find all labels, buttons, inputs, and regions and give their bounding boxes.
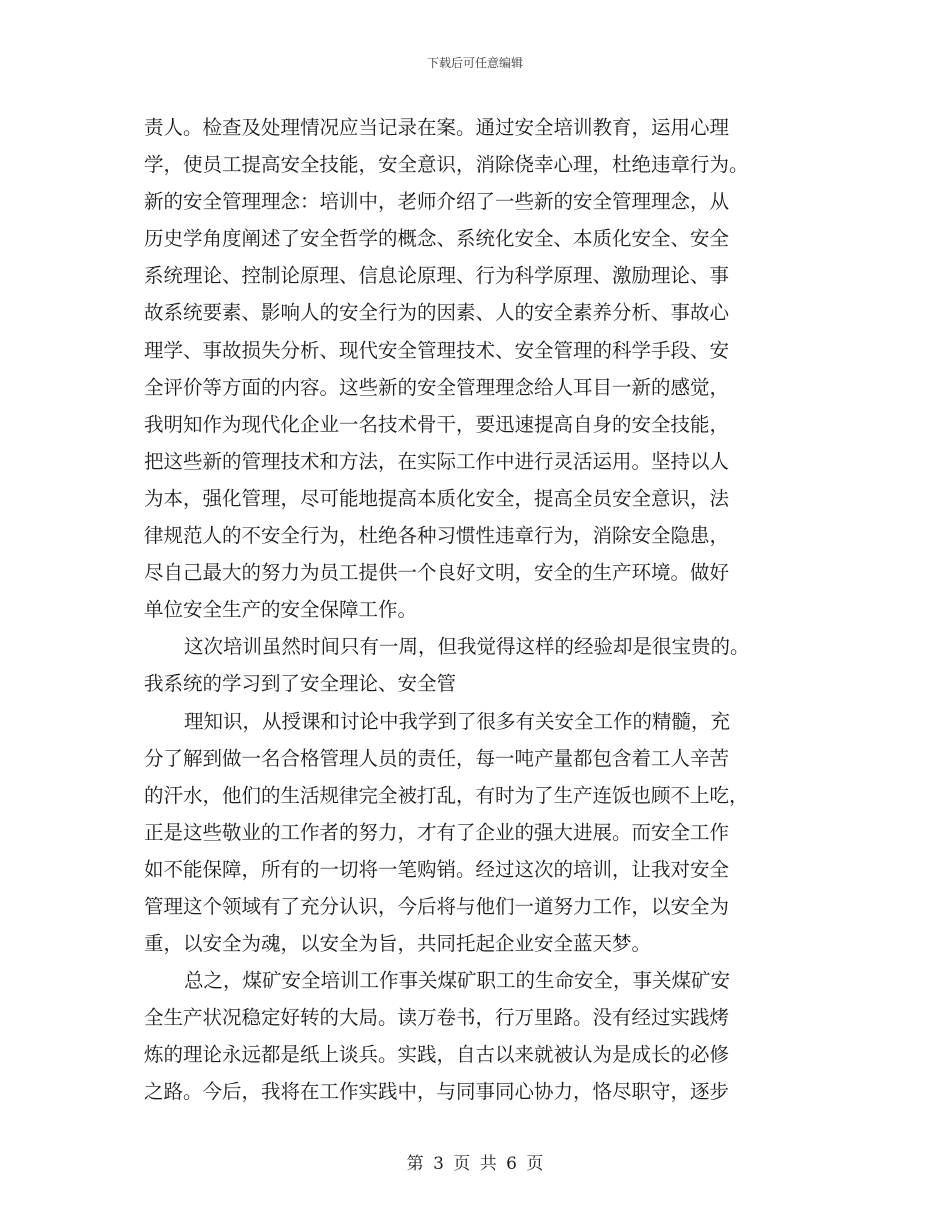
text-line: 正是这些敬业的工作者的努力，才有了企业的强大进展。而安全工作: [144, 820, 730, 844]
text-line: 之路。今后，我将在工作实践中，与同事同心协力，恪尽职守，逐步: [144, 1080, 730, 1104]
document-body: [144, 109, 804, 1111]
text-line: 炼的理论永远都是纸上谈兵。实践，自古以来就被认为是成长的必修: [144, 1043, 730, 1067]
text-line: 全生产状况稳定好转的大局。读万卷书，行万里路。没有经过实践烤: [144, 1006, 730, 1030]
text-line: 历史学角度阐述了安全哲学的概念、系统化安全、本质化安全、安全: [144, 227, 730, 251]
text-line: 理知识，从授课和讨论中我学到了很多有关安全工作的精髓，充: [184, 709, 731, 733]
text-line: 学，使员工提高安全技能，安全意识，消除侥幸心理，杜绝违章行为。: [144, 153, 749, 177]
text-line: 我系统的学习到了安全理论、安全管: [144, 672, 457, 696]
text-line: 律规范人的不安全行为，杜绝各种习惯性违章行为，消除安全隐患，: [144, 524, 730, 548]
text-line: 为本，强化管理，尽可能地提高本质化安全，提高全员安全意识，法: [144, 486, 730, 510]
text-line: 如不能保障，所有的一切将一笔购销。经过这次的培训，让我对安全: [144, 857, 730, 881]
text-line: 的汗水，他们的生活规律完全被打乱，有时为了生产连饭也顾不上吃，: [144, 783, 749, 807]
page-header: 下载后可任意编辑: [426, 56, 523, 70]
text-line: 故系统要素、影响人的安全行为的因素、人的安全素养分析、事故心: [144, 301, 730, 325]
text-line: 单位安全生产的安全保障工作。: [144, 598, 418, 622]
text-line: 全评价等方面的内容。这些新的安全管理理念给人耳目一新的感觉，: [144, 375, 730, 399]
text-line: 总之，煤矿安全培训工作事关煤矿职工的生命安全，事关煤矿安: [184, 969, 731, 993]
text-line: 新的安全管理理念：培训中，老师介绍了一些新的安全管理理念，从: [144, 190, 730, 214]
text-line: 理学、事故损失分析、现代安全管理技术、安全管理的科学手段、安: [144, 338, 730, 362]
text-line: 把这些新的管理技术和方法，在实际工作中进行灵活运用。坚持以人: [144, 449, 730, 473]
text-line: 系统理论、控制论原理、信息论原理、行为科学原理、激励理论、事: [144, 264, 730, 288]
text-line: 我明知作为现代化企业一名技术骨干，要迅速提高自身的安全技能，: [144, 412, 730, 436]
text-line: 这次培训虽然时间只有一周，但我觉得这样的经验却是很宝贵的。: [184, 635, 750, 659]
text-line: 责人。检查及处理情况应当记录在案。通过安全培训教育，运用心理: [144, 116, 730, 139]
text-line: 分了解到做一名合格管理人员的责任，每一吨产量都包含着工人辛苦: [144, 746, 730, 770]
text-line: 尽自己最大的努力为员工提供一个良好文明，安全的生产环境。做好: [144, 561, 730, 585]
text-line: 管理这个领域有了充分认识，今后将与他们一道努力工作，以安全为: [144, 894, 730, 918]
page-number: 第 3 页 共 6 页: [406, 1154, 544, 1174]
text-line: 重，以安全为魂，以安全为旨，共同托起企业安全蓝天梦。: [144, 932, 652, 956]
